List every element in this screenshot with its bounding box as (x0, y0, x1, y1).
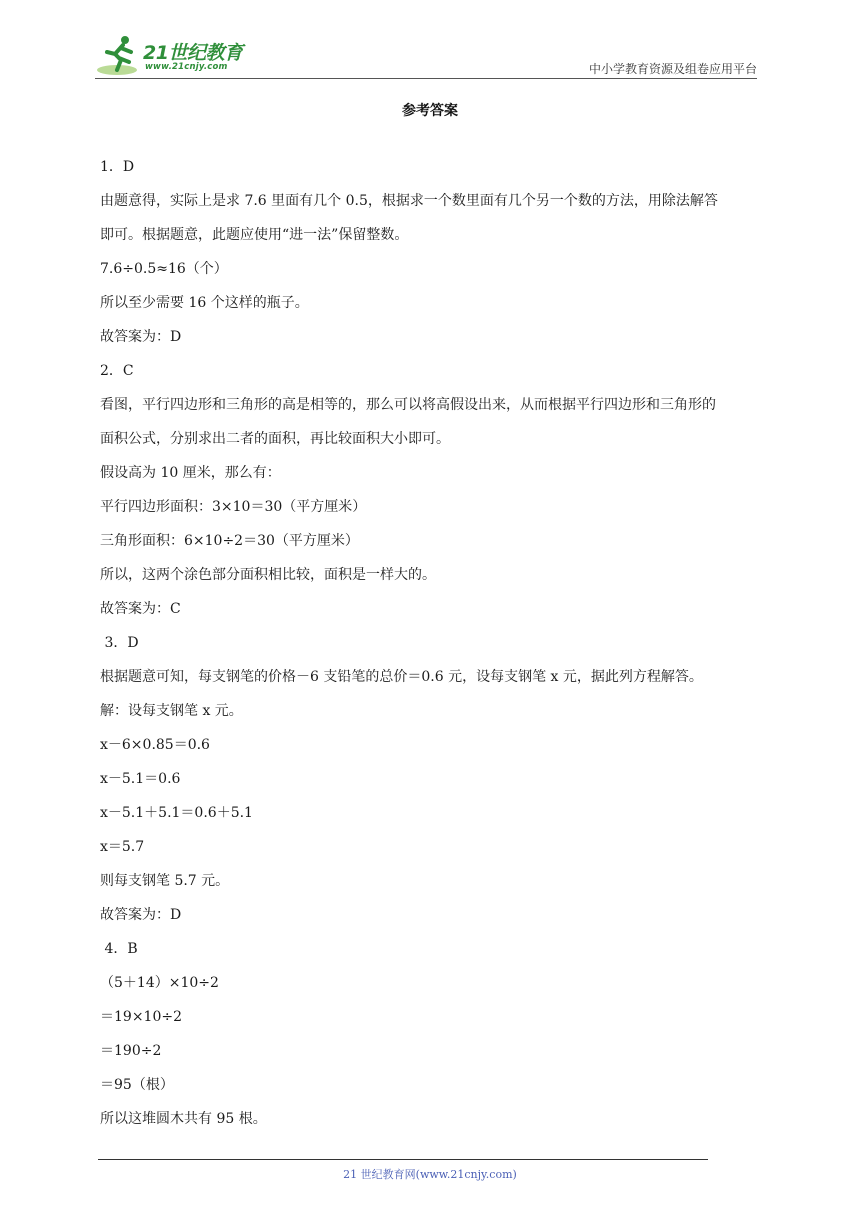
answer-line: 故答案为：D (100, 907, 182, 923)
answer-line: 7.6÷0.5≈16（个） (100, 261, 228, 277)
logo-url: www.21cnjy.com (145, 62, 228, 72)
answer-line: ＝19×10÷2 (100, 1009, 182, 1025)
answer-line: 2．C (100, 363, 134, 379)
answer-line: 假设高为 10 厘米，那么有： (100, 465, 281, 481)
answer-line: 面积公式，分别求出二者的面积，再比较面积大小即可。 (100, 431, 450, 447)
answer-line: 所以这堆圆木共有 95 根。 (100, 1111, 267, 1127)
answer-line: 三角形面积：6×10÷2＝30（平方厘米） (100, 533, 359, 549)
logo-text: 21世纪教育 (143, 42, 243, 64)
answer-line: x－5.1＝0.6 (100, 771, 181, 787)
runner-logo-icon (95, 32, 143, 78)
answer-line: 看图，平行四边形和三角形的高是相等的，那么可以将高假设出来，从而根据平行四边形和三角形的 (100, 397, 716, 413)
answer-line: 1．D (100, 159, 135, 175)
answer-line: 由题意得，实际上是求 7.6 里面有几个 0.5，根据求一个数里面有几个另一个数的方法，用除法解答 (100, 193, 718, 209)
page-footer[interactable]: 21 世纪教育网(www.21cnjy.com) (343, 1168, 517, 1181)
answer-line: 3．D (100, 635, 139, 651)
answer-line: ＝190÷2 (100, 1043, 162, 1059)
answer-line: 所以至少需要 16 个这样的瓶子。 (100, 295, 309, 311)
answer-line: x－5.1＋5.1＝0.6＋5.1 (100, 805, 253, 821)
page-header (95, 30, 757, 80)
answer-line: 解：设每支钢笔 x 元。 (100, 703, 243, 719)
answer-line: （5＋14）×10÷2 (100, 975, 219, 991)
answer-line: 所以，这两个涂色部分面积相比较，面积是一样大的。 (100, 567, 436, 583)
page-title: 参考答案 (402, 103, 458, 119)
header-divider (95, 78, 757, 79)
answer-content (100, 150, 762, 1136)
answer-line: 故答案为：C (100, 601, 181, 617)
answer-line: 即可。根据题意，此题应使用“进一法”保留整数。 (100, 227, 409, 243)
answer-line: ＝95（根） (100, 1077, 174, 1093)
platform-name: 中小学教育资源及组卷应用平台 (588, 62, 757, 76)
answer-line: 根据题意可知，每支钢笔的价格－6 支铅笔的总价＝0.6 元，设每支钢笔 x 元，据此列方程解答。 (100, 669, 703, 685)
answer-line: 故答案为：D (100, 329, 182, 345)
footer-divider (98, 1159, 708, 1160)
answer-line: 平行四边形面积：3×10＝30（平方厘米） (100, 499, 367, 515)
answer-line: x＝5.7 (100, 839, 145, 855)
answer-line: 4．B (100, 941, 138, 957)
answer-line: 则每支钢笔 5.7 元。 (100, 873, 230, 889)
answer-line: x－6×0.85＝0.6 (100, 737, 210, 753)
site-logo (95, 32, 265, 78)
